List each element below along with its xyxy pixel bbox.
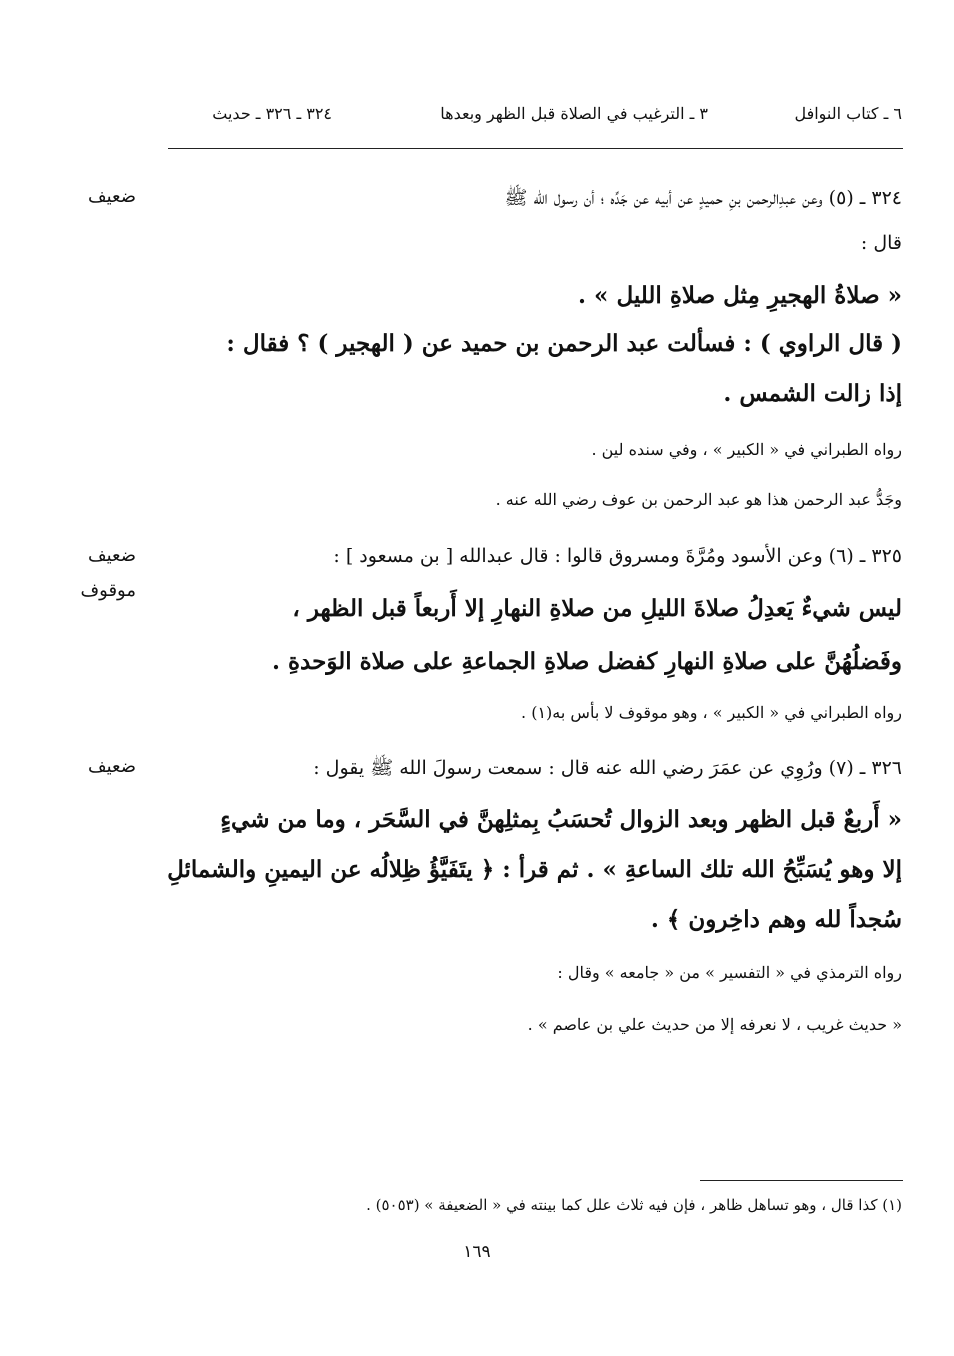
hadith-324-line-1: ٣٢٤ ـ (٥) وعن عبدِالرحمن بنِ حميدٍ عن أبيه عن جَدِّه ؛ أن رسول الله ﷺ xyxy=(504,187,902,209)
grade-label: ضعيف xyxy=(87,756,136,777)
footnote: (١) كذا قال ، وهو تساهل ظاهر ، فإن فيه ثلاث علل كما بينته في « الضعيفة » (٥٠٥٣) . xyxy=(366,1196,902,1214)
hadith-324-line-5: إذا زالت الشمس . xyxy=(723,380,902,407)
hadith-324-line-2: قال : xyxy=(860,232,902,254)
grade-label: ضعيف xyxy=(87,545,136,566)
page-number: ١٦٩ xyxy=(463,1242,491,1262)
hadith-326-line-3: إلا وهو يُسَبِّحُ الله تلك الساعةِ » . ثم قرأ : ﴿ يتَفَيَّؤُ ظِلالُه عن اليمينِ والشمائلِ xyxy=(167,856,902,883)
hadith-326-quote: « حديث غريب ، لا نعرفه إلا من حديث علي بن عاصم » . xyxy=(527,1015,902,1034)
header-chapter: ٦ ـ كتاب النوافل xyxy=(794,104,902,123)
header-range: ٣٢٤ ـ ٣٢٦ ـ حديث xyxy=(212,104,332,123)
hadith-325-line-2: ليس شيءٌ يَعدِلُ صلاةَ الليلِ من صلاةِ النهارِ إلا أَربعاً قبل الظهر ، xyxy=(292,595,902,622)
footnote-divider xyxy=(700,1180,903,1181)
hadith-326-line-1: ٣٢٦ ـ (٧) ورُوِي عن عمَرَ رضي الله عنه قال : سمعت رسولَ الله ﷺ يقول : xyxy=(313,757,902,779)
hadith-326-line-2: « أَربعٌ قبل الظهر وبعد الزوال تُحسَبُ بِمثلِهنَّ في السَّحَر ، وما من شيءٍ xyxy=(220,806,902,833)
hadith-325-line-3: وفَضلُهُنَّ على صلاةِ النهارِ كفضل صلاةِ الجماعةِ على صلاة الوَحدةِ . xyxy=(271,648,902,675)
grade-label-mawquf: موقوف xyxy=(80,580,136,601)
hadith-325-line-1: ٣٢٥ ـ (٦) وعن الأسود ومُرَّةَ ومسروق قالوا : قال عبدالله [ بن مسعود ] : xyxy=(333,545,902,567)
header-divider xyxy=(168,148,903,149)
hadith-324-line-3: « صلاةُ الهجيرِ مِثل صلاةِ الليل » . xyxy=(578,282,902,309)
grade-label: ضعيف xyxy=(87,186,136,207)
hadith-324-note: وجَدُّ عبد الرحمن هذا هو عبد الرحمن بن عوف رضي الله عنه . xyxy=(495,490,902,509)
hadith-324-line-4: ( قال الراوي ) : فسألت عبد الرحمن بن حميد عن ( الهجير ) ؟ فقال : xyxy=(226,330,902,357)
hadith-326-line-4: سُجداً لله وهم داخِرون ﴾ . xyxy=(650,906,902,933)
header-section: ٣ ـ الترغيب في الصلاة قبل الظهر وبعدها xyxy=(440,104,708,123)
hadith-325-source: رواه الطبراني في « الكبير » ، وهو موقوف لا بأس به(١) . xyxy=(521,703,902,722)
hadith-326-source: رواه الترمذي في « التفسير » من « جامعه » وقال : xyxy=(557,963,902,982)
hadith-324-source: رواه الطبراني في « الكبير » ، وفي سنده لين . xyxy=(591,440,902,459)
